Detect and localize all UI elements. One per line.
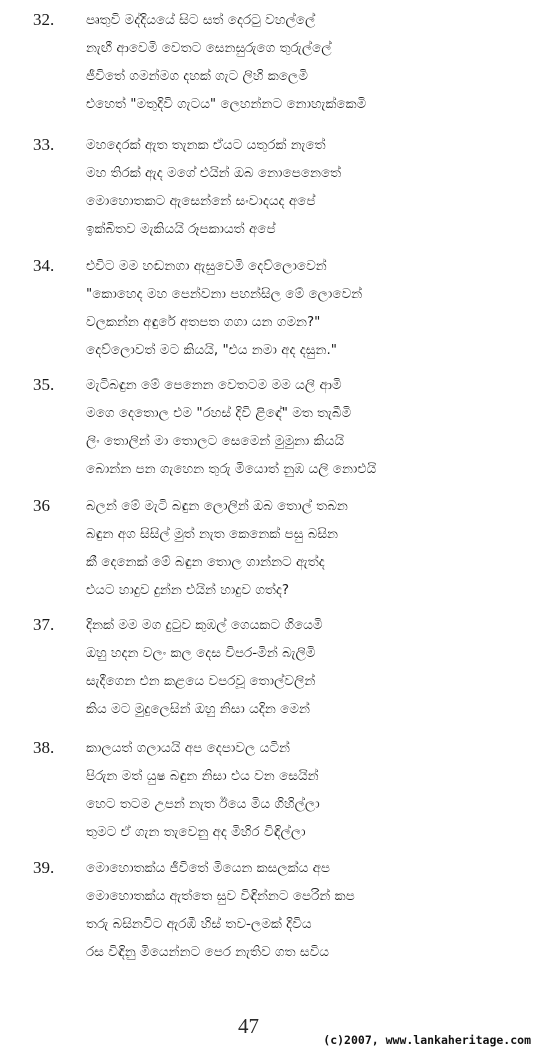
verse-line: මැටිබඳුන මේ පෙනෙන වෙතටම මම යලි ආමි (86, 377, 342, 393)
stanza-number: 37. (33, 615, 55, 634)
verse-line: නැඟී ආවෙමි වෙතට සෙනසුරුගෙ තුරුල්ලේ (86, 40, 332, 56)
verse-line: "කොහෙද මහ පෙන්වනා පහන්සිල මේ ලොවෙන් (86, 286, 363, 302)
verse-line: පෘතුවි මද්දියයේ සිට සත් දෙරටු වහල්ලේ (86, 12, 316, 28)
verse-line: මොහොතක්ය ඇත්තෙ සුව විඳින්නට පෙරින් කප (86, 888, 355, 904)
stanza-number: 39. (33, 858, 55, 877)
verse-line: දිනක් මම මග දුටුව කුඹල් ගෙයකට ගියෙමි (86, 617, 323, 633)
page-number: 47 (238, 1014, 259, 1038)
stanza-number: 32. (33, 10, 55, 29)
verse-line: ජීවිතේ ගමන්මග දහක් ගැට ලිහි කලෙමි (86, 68, 308, 84)
verse-line: මොහොතකට ඇසෙන්නේ සංවාදයද අපේ (86, 193, 316, 209)
verse-line: එයට හාදුව දුන්න එයින් හාදුව ගත්ද? (86, 582, 290, 598)
verse-line: බඳුන අග සිසිල් මුත් නැත කෙනෙක් පසු බසින (86, 526, 339, 542)
verse-line: කිය මට මුදුලෙසින් ඔහු නිසා යදින මෙන් (86, 701, 310, 717)
verse-line: ඔහු හදන වලං කල දෙස විපර-මින් බැලිමි (86, 645, 316, 661)
verse-line: එවිට මම හඬනගා ඇසුවෙමි දෙව්ලොවෙන් (86, 258, 327, 274)
verse-line: මහදෙරක් ඇත තැනක ඒයට යතුරක් නැතේ (86, 137, 326, 153)
verse-line: මොහොතක්ය ජීවිතේ මියෙන කසලක්ය අප (86, 860, 331, 876)
verse-line: වලකන්න අඳුරේ අතපත ගගා යන ගමන?" (86, 314, 321, 330)
verse-line: තුමට ඒ ගැන තැවෙනු අද මිහිර විඳිල්ලා (86, 824, 306, 840)
verse-line: ඉක්බිතව මැකියයි රූපකායත් අපේ (86, 221, 276, 237)
verse-line: කී දෙනෙක් මේ බඳුන තොල ගාන්නට ඇත්ද (86, 554, 325, 570)
stanza-number: 35. (33, 375, 55, 394)
verse-line: පිරුන මත් යුෂ බඳුන නිසා එය වන සෙයින් (86, 768, 319, 784)
verse-line: බලන් මේ මැටි බඳුන ලොලින් ඔබ තොල් තබන (86, 498, 348, 514)
verse-line: හෙට තටම උපන් නැත ඊයෙ මිය ගිහිල්ලා (86, 796, 320, 812)
stanza-number: 38. (33, 738, 55, 757)
copyright-notice: (c)2007, www.lankaheritage.com (323, 1033, 531, 1047)
verse-line: දෙව්ලොවත් මට කියයි, "එය නමා අද දසුන." (86, 342, 337, 358)
stanza-number: 34. (33, 256, 55, 275)
verse-line: රස විඳිනු මියෙන්නට පෙර නැතිව ගත සවිය (86, 944, 330, 960)
stanza-number: 33. (33, 135, 55, 154)
verse-line: කාලයත් ගලායයි අප දෙපාවල යටින් (86, 740, 290, 756)
verse-line: මගෙ දෙතොල එම "රහස් දිවි ළිඳේ" මත තැබීමි (86, 405, 352, 421)
verse-line: බොන්න පන ගැහෙන තුරු මියොත් නුඹ යලි නොඑයි (86, 461, 377, 477)
verse-line: මහ තිරක් ඇද මගේ එයින් ඔබ නොපෙනෙතේ (86, 165, 342, 181)
verse-line: එහෙත් "මතුදිවි ගැටය" ලෙහන්නට නොහැක්කෙමි (86, 96, 367, 112)
verse-line: සැදීගෙන එන කළයෙ වපරවූ තොල්වලින් (86, 673, 316, 689)
verse-line: තරු බසිනවිට ඇරඹී හිස් තව-ලමක් දිවිය (86, 916, 312, 932)
verse-line: ලිං තොලින් මා තොලට සෙමෙන් මුමුනා කියයි (86, 433, 345, 449)
stanza-number: 36 (33, 496, 50, 515)
